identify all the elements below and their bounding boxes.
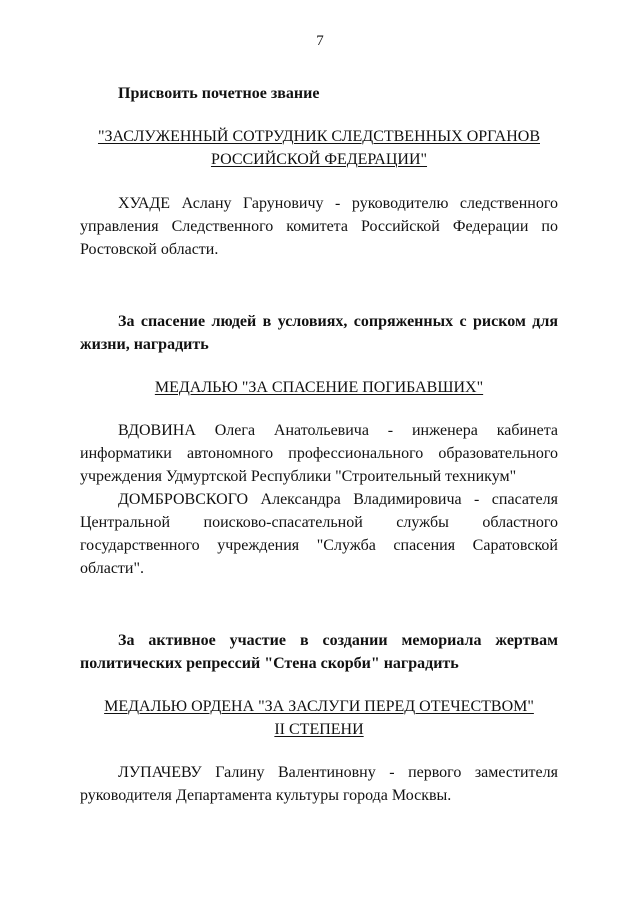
section-heading: Присвоить почетное звание (118, 85, 320, 102)
section-heading: За спасение людей в условиях, сопряженных с риском для жизни, наградить (80, 313, 558, 353)
page-number: 7 (316, 33, 324, 49)
recipient-entry: ЛУПАЧЕВУ Галину Валентиновну - первого заместителя руководителя Департамента культуры города Москвы. (80, 764, 558, 804)
award-title (80, 695, 558, 741)
recipient-entry: ДОМБРОВСКОГО Александра Владимировича - спасателя Центральной поисково-спасательной службы областного государственного учреждения "Служба спасения Саратовской области". (80, 491, 558, 577)
award-title-line: МЕДАЛЬЮ ОРДЕНА "ЗА ЗАСЛУГИ ПЕРЕД ОТЕЧЕСТВОМ" (104, 698, 534, 715)
award-title-line: "ЗАСЛУЖЕННЫЙ СОТРУДНИК СЛЕДСТВЕННЫХ ОРГАНОВ (97, 128, 540, 145)
section-heading: За активное участие в создании мемориала жертвам политических репрессий "Стена скорби" наградить (80, 632, 558, 672)
recipient-entry: ВДОВИНА Олега Анатольевича - инженера кабинета информатики автономного профессионального образовательного учреждения Удмуртской Республики "Строительный техникум" (80, 422, 558, 485)
decree-body (80, 82, 558, 807)
award-title (80, 125, 558, 171)
award-title-line: II СТЕПЕНИ (274, 721, 364, 738)
award-title (80, 376, 558, 399)
award-title-line: РОССИЙСКОЙ ФЕДЕРАЦИИ" (210, 151, 428, 168)
award-title-line: МЕДАЛЬЮ "ЗА СПАСЕНИЕ ПОГИБАВШИХ" (154, 379, 484, 396)
recipient-entry: ХУАДЕ Аслану Гаруновичу - руководителю следственного управления Следственного комитета Российской Федерации по Ростовской области. (80, 195, 558, 258)
